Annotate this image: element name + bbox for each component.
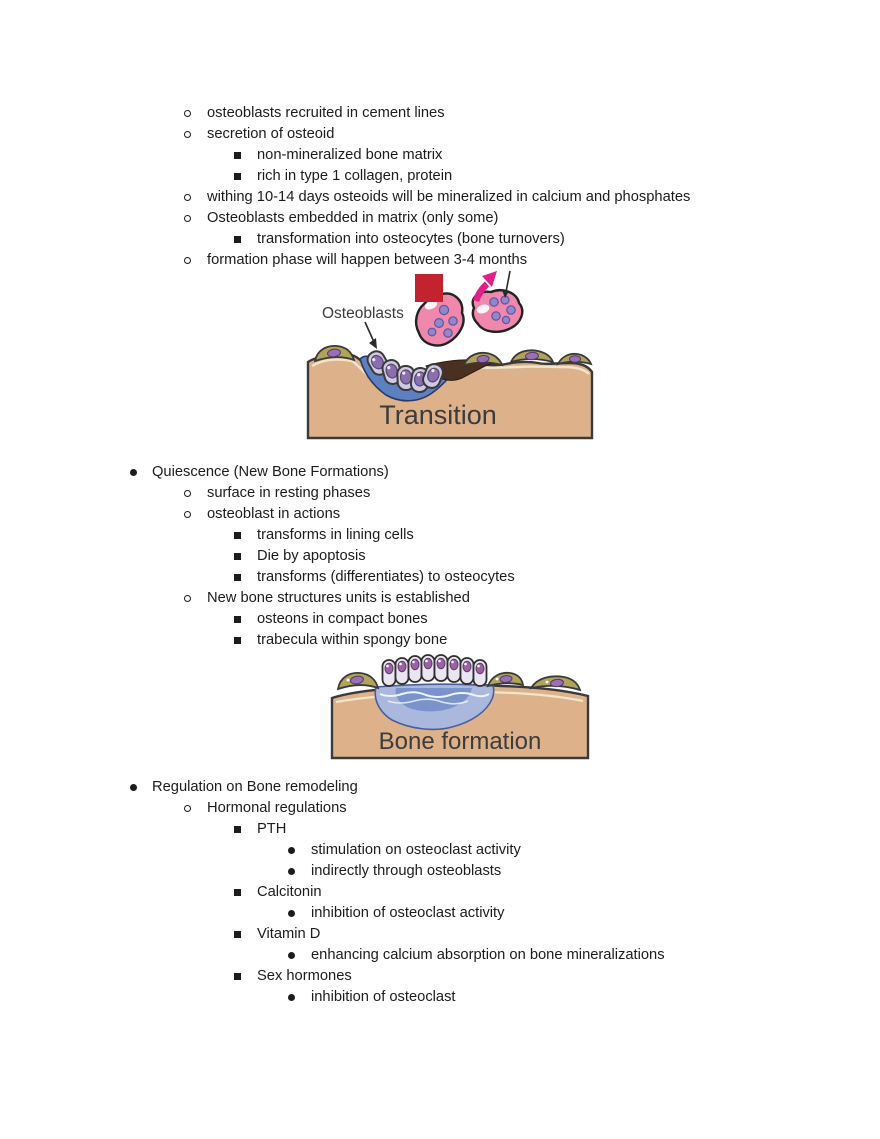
note-line (0, 483, 880, 504)
square-bullet-icon (234, 173, 241, 180)
note-line (0, 777, 880, 798)
note-text: transforms (differentiates) to osteocytes (257, 569, 515, 585)
note-line (0, 588, 880, 609)
note-line (0, 145, 880, 166)
figure-bone-formation[interactable] (330, 652, 608, 767)
circle-bullet-icon (184, 131, 191, 138)
note-text: rich in type 1 collagen, protein (257, 168, 453, 184)
notes-section-regulation[interactable] (0, 777, 880, 1008)
note-line (0, 924, 880, 945)
note-line (0, 966, 880, 987)
square-bullet-icon (234, 889, 241, 896)
note-text: transforms in lining cells (257, 527, 414, 543)
note-line (0, 103, 880, 124)
square-bullet-icon (234, 152, 241, 159)
note-text: Hormonal regulations (207, 800, 347, 816)
circle-bullet-icon (184, 215, 191, 222)
note-line (0, 819, 880, 840)
note-text: osteoblast in actions (207, 506, 341, 522)
note-line (0, 861, 880, 882)
note-text: Osteoblasts embedded in matrix (only some) (207, 210, 499, 226)
note-text: non-mineralized bone matrix (257, 147, 443, 163)
square-bullet-icon (234, 532, 241, 539)
note-text: indirectly through osteoblasts (311, 863, 502, 879)
circle-bullet-icon (184, 511, 191, 518)
circle-bullet-icon (184, 194, 191, 201)
note-line (0, 124, 880, 145)
square-bullet-icon (234, 574, 241, 581)
bone-formation-caption: Bone formation (378, 728, 542, 755)
notes-section-quiescence[interactable] (0, 462, 880, 651)
square-bullet-icon (234, 553, 241, 560)
figure-transition[interactable] (306, 266, 596, 446)
note-text: transformation into osteocytes (bone turnovers) (257, 231, 565, 247)
red-marker-square (415, 274, 443, 302)
note-line (0, 229, 880, 250)
square-bullet-icon (234, 973, 241, 980)
disc-bullet-icon (288, 994, 295, 1001)
note-line (0, 840, 880, 861)
circle-bullet-icon (184, 110, 191, 117)
note-line (0, 462, 880, 483)
note-text: osteoblasts recruited in cement lines (207, 105, 445, 121)
square-bullet-icon (234, 236, 241, 243)
note-line (0, 630, 880, 651)
note-text: inhibition of osteoclast (311, 989, 456, 1005)
note-line (0, 546, 880, 567)
note-line (0, 903, 880, 924)
note-line (0, 504, 880, 525)
note-text: Calcitonin (257, 884, 322, 900)
square-bullet-icon (234, 637, 241, 644)
disc-bullet-icon (130, 784, 137, 791)
bone-formation-diagram (330, 652, 608, 767)
note-line (0, 166, 880, 187)
circle-bullet-icon (184, 595, 191, 602)
note-text: withing 10-14 days osteoids will be mineralized in calcium and phosphates (207, 189, 691, 205)
note-line (0, 882, 880, 903)
transition-caption: Transition (379, 400, 497, 430)
square-bullet-icon (234, 616, 241, 623)
note-text: secretion of osteoid (207, 126, 335, 142)
disc-bullet-icon (288, 847, 295, 854)
disc-bullet-icon (130, 469, 137, 476)
note-text: Sex hormones (257, 968, 352, 984)
note-text: stimulation on osteoclast activity (311, 842, 521, 858)
label-arrow-icon (365, 322, 377, 349)
osteoblast-cell-row (383, 655, 487, 686)
note-line (0, 567, 880, 588)
square-bullet-icon (234, 931, 241, 938)
note-text: surface in resting phases (207, 485, 371, 501)
note-text: enhancing calcium absorption on bone mineralizations (311, 947, 665, 963)
disc-bullet-icon (288, 952, 295, 959)
note-text: PTH (257, 821, 287, 837)
osteoblasts-label: Osteoblasts (322, 305, 404, 322)
note-text: inhibition of osteoclast activity (311, 905, 505, 921)
note-text: New bone structures units is established (207, 590, 470, 606)
note-line (0, 798, 880, 819)
note-text: Vitamin D (257, 926, 321, 942)
note-text: formation phase will happen between 3-4 months (207, 252, 528, 268)
square-bullet-icon (234, 826, 241, 833)
note-line (0, 525, 880, 546)
note-line (0, 987, 880, 1008)
note-line (0, 945, 880, 966)
disc-bullet-icon (288, 868, 295, 875)
note-line (0, 208, 880, 229)
circle-bullet-icon (184, 257, 191, 264)
note-text: Quiescence (New Bone Formations) (152, 464, 389, 480)
disc-bullet-icon (288, 910, 295, 917)
notes-section-formation[interactable] (0, 103, 880, 271)
note-text: trabecula within spongy bone (257, 632, 448, 648)
note-text: Die by apoptosis (257, 548, 366, 564)
note-line (0, 187, 880, 208)
transition-diagram (306, 266, 596, 446)
note-line (0, 609, 880, 630)
circle-bullet-icon (184, 805, 191, 812)
note-text: osteons in compact bones (257, 611, 428, 627)
circle-bullet-icon (184, 490, 191, 497)
note-text: Regulation on Bone remodeling (152, 779, 358, 795)
